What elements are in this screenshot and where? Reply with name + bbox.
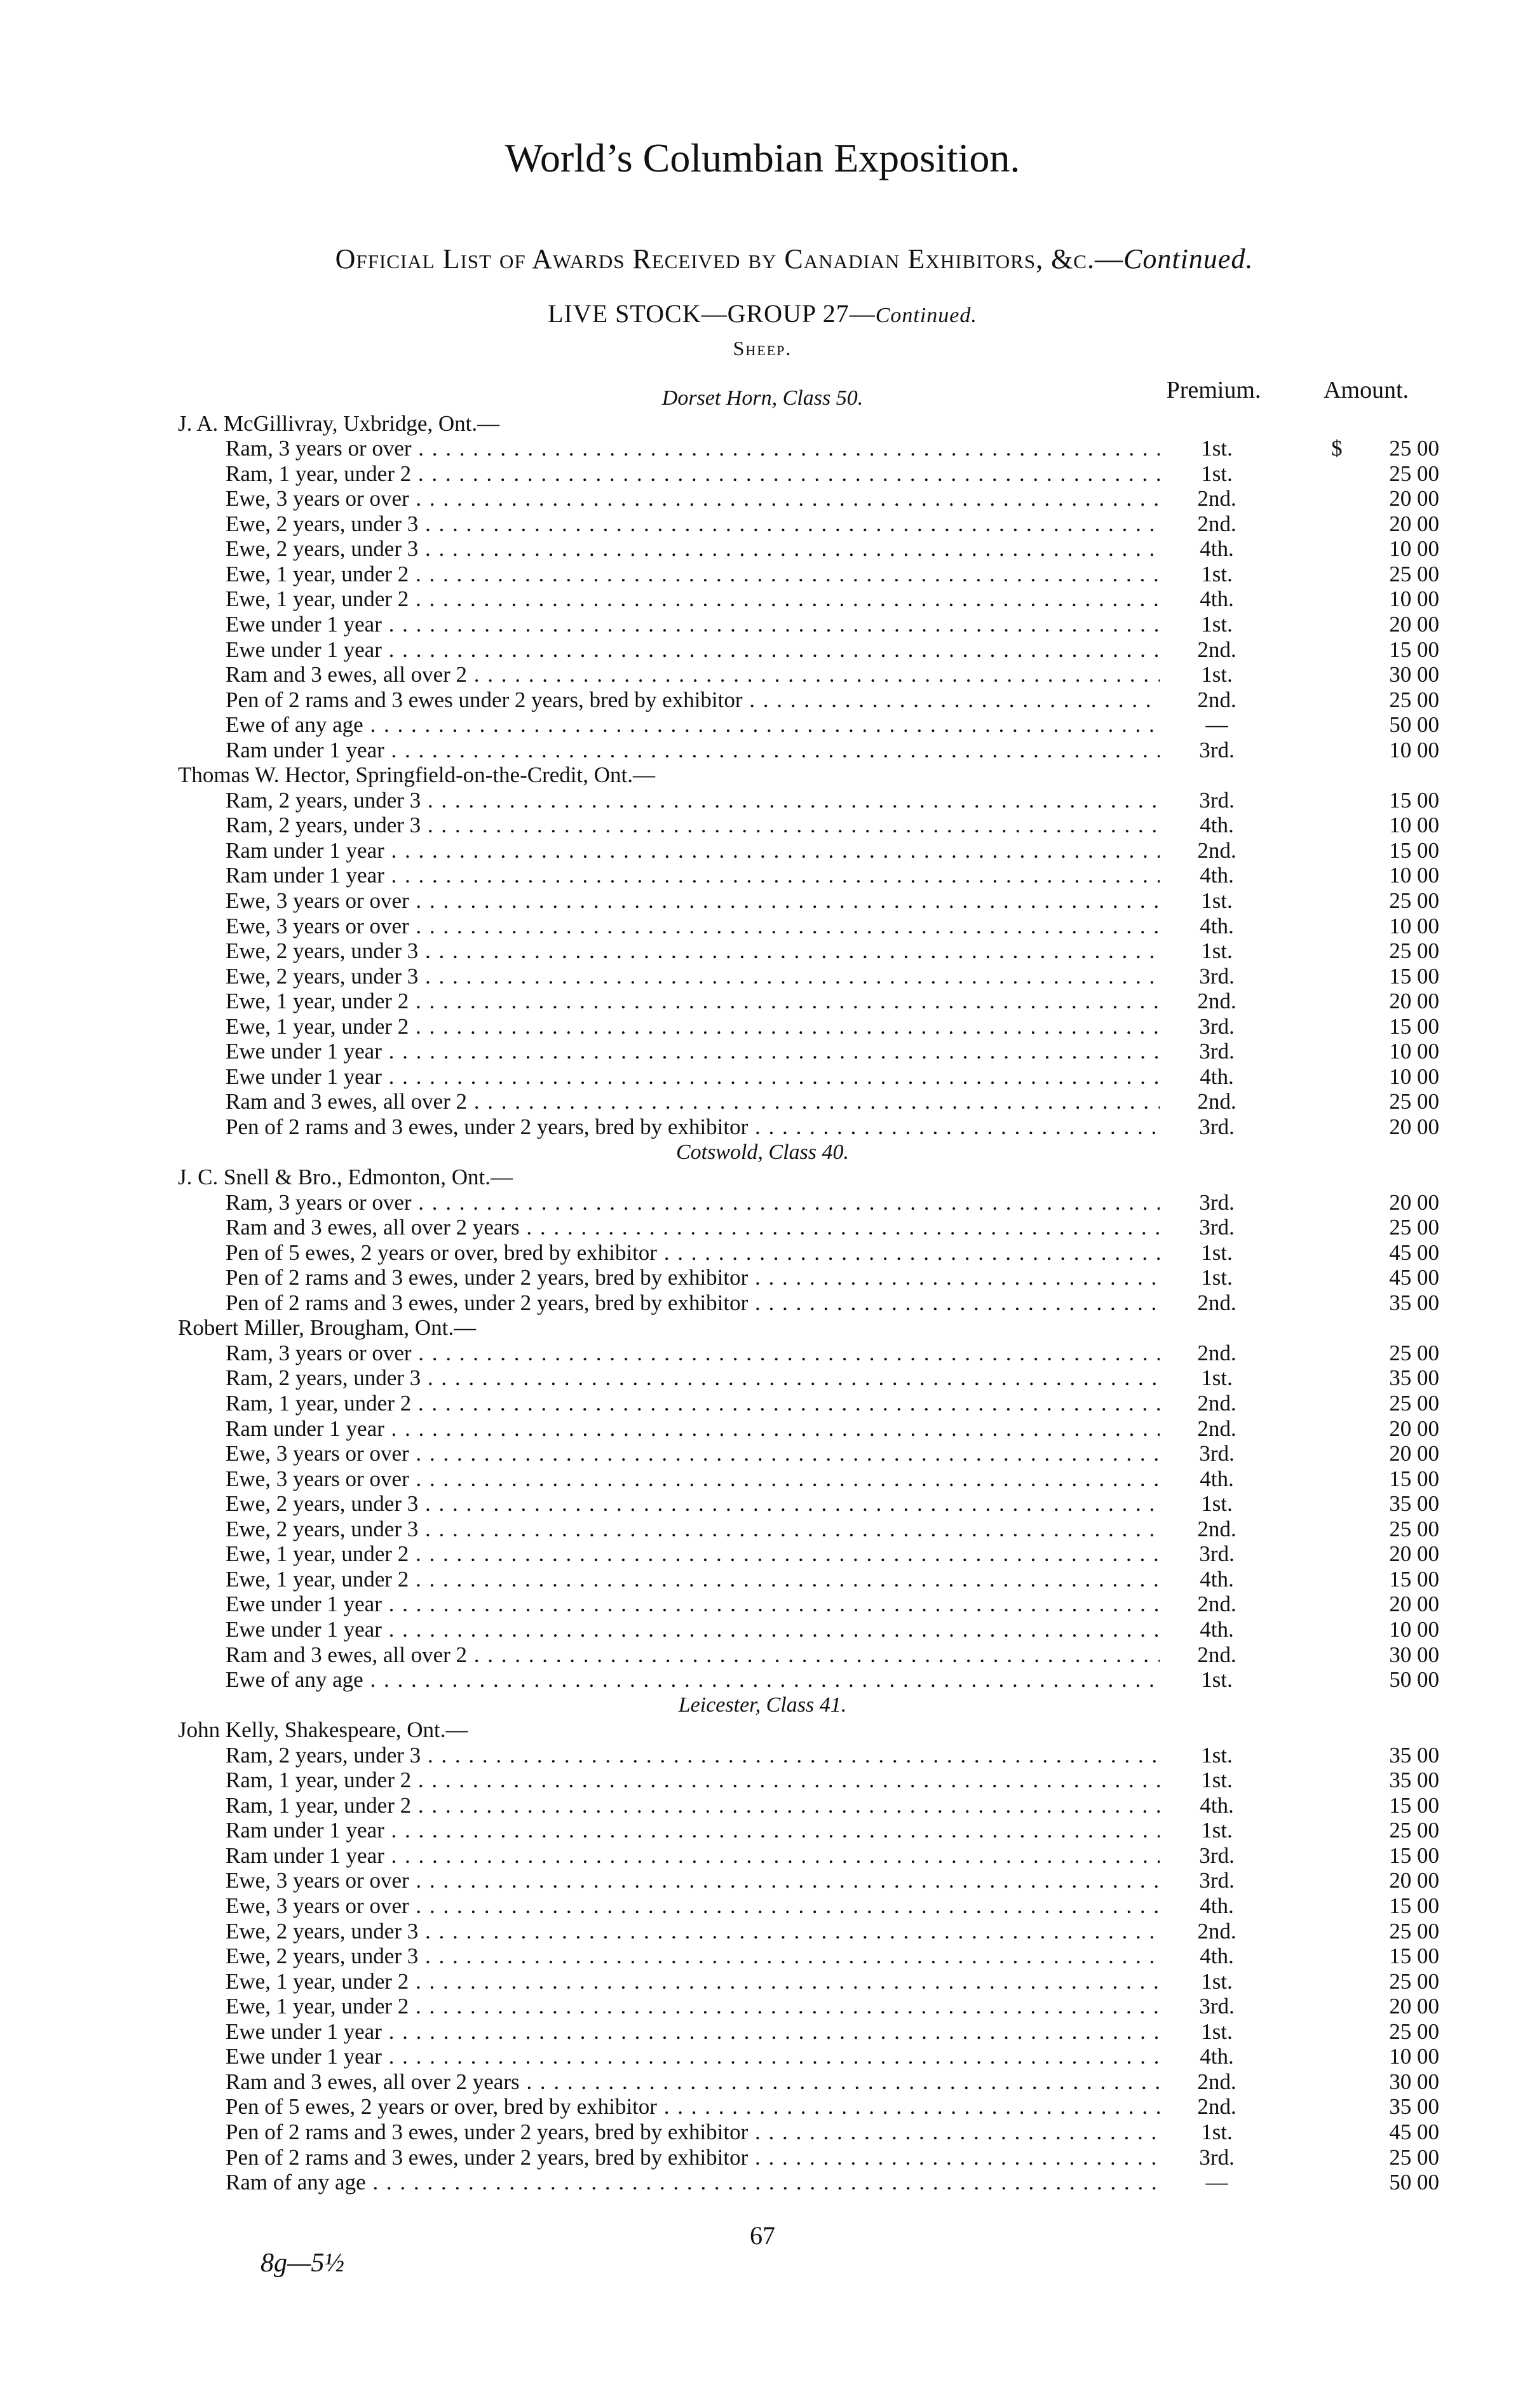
premium-value: 1st. xyxy=(1201,612,1233,637)
amount-value: 50 00 xyxy=(1389,1667,1439,1693)
premium-value: 1st. xyxy=(1201,1265,1233,1290)
class-title: Dorset Horn, Class 50. xyxy=(661,386,864,410)
amount-value: 25 00 xyxy=(1389,888,1439,913)
award-description: Ewe under 1 year . . . xyxy=(226,2019,1160,2045)
page-number: 67 xyxy=(750,2221,775,2250)
premium-value: 2nd. xyxy=(1197,1592,1237,1617)
premium-value: 3rd. xyxy=(1199,963,1235,989)
exhibitor-heading xyxy=(0,1165,1525,1190)
amount-value: 20 00 xyxy=(1389,486,1439,511)
award-row xyxy=(0,1064,1525,1090)
amount-value: 25 00 xyxy=(1389,1215,1439,1240)
award-description: Pen of 2 rams and 3 ewes, under 2 years, bred by exhibitor . . . xyxy=(226,1114,1160,1140)
amount-value: 20 00 xyxy=(1389,1592,1439,1617)
amount-value: 15 00 xyxy=(1389,787,1439,813)
signature-mark: 8g—5½ xyxy=(261,2249,344,2278)
award-row xyxy=(0,1617,1525,1642)
premium-value: 2nd. xyxy=(1197,1290,1237,1315)
amount-value: 15 00 xyxy=(1389,1843,1439,1868)
award-description: Ewe, 2 years, under 3 . . . xyxy=(226,511,1160,537)
award-description: Ewe under 1 year . . . xyxy=(226,637,1160,663)
amount-value: 35 00 xyxy=(1389,1742,1439,1768)
award-description: Ram, 2 years, under 3 . . . xyxy=(226,1365,1160,1391)
amount-value: 25 00 xyxy=(1389,687,1439,712)
award-row xyxy=(0,1416,1525,1442)
award-row xyxy=(0,1994,1525,2019)
amount-value: 10 00 xyxy=(1389,863,1439,888)
premium-value: 1st. xyxy=(1201,461,1233,486)
premium-value: 2nd. xyxy=(1197,1516,1237,1541)
amount-column-header: Amount. xyxy=(1323,377,1409,403)
award-row xyxy=(0,1365,1525,1391)
premium-value: 2nd. xyxy=(1197,1340,1237,1365)
award-description: Ram, 1 year, under 2 . . . xyxy=(226,1768,1160,1793)
award-row xyxy=(0,1517,1525,1542)
amount-value: 20 00 xyxy=(1389,1868,1439,1893)
amount-value: 25 00 xyxy=(1389,436,1439,461)
award-description: Ram, 3 years or over . . . xyxy=(226,1190,1160,1215)
award-description: Ram under 1 year . . . xyxy=(226,863,1160,888)
award-row xyxy=(0,2145,1525,2170)
premium-value: 1st. xyxy=(1201,888,1233,913)
award-description: Ewe under 1 year . . . xyxy=(226,612,1160,637)
premium-value: — xyxy=(1205,2170,1228,2195)
award-description: Ewe, 1 year, under 2 . . . xyxy=(226,989,1160,1014)
amount-value: 50 00 xyxy=(1389,712,1439,738)
premium-value: 3rd. xyxy=(1199,1441,1235,1466)
subtitle-text: Official List of Awards Received by Canadian Exhibitors, &c.— xyxy=(335,243,1123,274)
award-row xyxy=(0,1240,1525,1266)
premium-value: 2nd. xyxy=(1197,1089,1237,1114)
premium-column-header: Premium. xyxy=(1166,377,1261,403)
award-row xyxy=(0,938,1525,964)
premium-value: 1st. xyxy=(1201,436,1233,461)
premium-value: 1st. xyxy=(1201,662,1233,687)
premium-value: 4th. xyxy=(1200,586,1234,612)
award-description: Ram, 1 year, under 2 . . . xyxy=(226,461,1160,487)
amount-value: 35 00 xyxy=(1389,1290,1439,1315)
award-description: Ram, 3 years or over . . . xyxy=(226,1341,1160,1366)
award-description: Ewe, 2 years, under 3 . . . xyxy=(226,1517,1160,1542)
amount-value: 45 00 xyxy=(1389,2119,1439,2144)
amount-value: 25 00 xyxy=(1389,461,1439,486)
award-description: Ram and 3 ewes, all over 2 . . . xyxy=(226,1642,1160,1668)
amount-value: 25 00 xyxy=(1389,938,1439,964)
premium-value: 3rd. xyxy=(1199,2144,1235,2170)
premium-value: 3rd. xyxy=(1199,1868,1235,1893)
amount-value: 25 00 xyxy=(1389,1968,1439,1994)
premium-value: 1st. xyxy=(1201,1968,1233,1994)
premium-value: 1st. xyxy=(1201,561,1233,586)
award-description: Ewe, 1 year, under 2 . . . xyxy=(226,1969,1160,1994)
award-row xyxy=(0,1190,1525,1215)
award-row xyxy=(0,1944,1525,1969)
award-row xyxy=(0,2019,1525,2045)
award-row xyxy=(0,1868,1525,1893)
amount-value: 30 00 xyxy=(1389,662,1439,687)
award-description: Ewe, 2 years, under 3 . . . xyxy=(226,536,1160,562)
amount-value: 25 00 xyxy=(1389,2019,1439,2044)
award-description: Ram under 1 year . . . xyxy=(226,1416,1160,1442)
premium-value: 2nd. xyxy=(1197,511,1237,536)
award-description: Pen of 5 ewes, 2 years or over, bred by exhibitor . . . xyxy=(226,1240,1160,1266)
award-row xyxy=(0,1089,1525,1114)
class-heading xyxy=(0,386,1525,411)
award-row xyxy=(0,436,1525,461)
amount-value: 20 00 xyxy=(1389,1114,1439,1139)
award-description: Ewe, 3 years or over . . . xyxy=(226,888,1160,914)
premium-value: 2nd. xyxy=(1197,989,1237,1014)
award-description: Ewe, 2 years, under 3 . . . xyxy=(226,1944,1160,1969)
premium-value: 2nd. xyxy=(1197,2069,1237,2094)
award-row xyxy=(0,536,1525,562)
award-row xyxy=(0,712,1525,738)
species-heading: Sheep. xyxy=(733,337,792,360)
award-row xyxy=(0,1391,1525,1416)
premium-value: 1st. xyxy=(1201,2119,1233,2144)
award-description: Ram, 2 years, under 3 . . . xyxy=(226,1743,1160,1768)
exhibitor-name: Robert Miller, Brougham, Ont.— xyxy=(178,1315,477,1341)
premium-value: 3rd. xyxy=(1199,1541,1235,1567)
amount-value: 10 00 xyxy=(1389,737,1439,762)
award-description: Ewe, 1 year, under 2 . . . xyxy=(226,1994,1160,2019)
amount-value: 15 00 xyxy=(1389,1792,1439,1818)
amount-value: 25 00 xyxy=(1389,561,1439,586)
amount-value: 25 00 xyxy=(1389,1340,1439,1365)
award-row xyxy=(0,888,1525,914)
award-row xyxy=(0,612,1525,637)
award-description: Pen of 5 ewes, 2 years or over, bred by exhibitor . . . xyxy=(226,2094,1160,2120)
group-text: LIVE STOCK—GROUP 27— xyxy=(548,299,876,328)
award-description: Ewe, 2 years, under 3 . . . xyxy=(226,1919,1160,1944)
award-row xyxy=(0,586,1525,612)
award-row xyxy=(0,738,1525,763)
award-row xyxy=(0,2069,1525,2095)
award-description: Ewe, 1 year, under 2 . . . xyxy=(226,1567,1160,1592)
exhibitor-name: Thomas W. Hector, Springfield-on-the-Credit, Ont.— xyxy=(178,762,655,788)
premium-value: 4th. xyxy=(1200,2044,1234,2069)
premium-value: — xyxy=(1205,712,1228,738)
amount-value: 25 00 xyxy=(1389,1918,1439,1944)
amount-value: 15 00 xyxy=(1389,1944,1439,1969)
premium-value: 3rd. xyxy=(1199,1189,1235,1215)
amount-value: 10 00 xyxy=(1389,1616,1439,1642)
premium-value: 4th. xyxy=(1200,1944,1234,1969)
amount-value: 15 00 xyxy=(1389,837,1439,863)
premium-value: 4th. xyxy=(1200,1893,1234,1918)
premium-value: 4th. xyxy=(1200,1064,1234,1089)
award-description: Pen of 2 rams and 3 ewes under 2 years, bred by exhibitor . . . xyxy=(226,687,1160,713)
award-description: Ewe, 3 years or over . . . xyxy=(226,1466,1160,1492)
award-row xyxy=(0,687,1525,713)
class-title: Cotswold, Class 40. xyxy=(675,1140,850,1164)
class-title: Leicester, Class 41. xyxy=(678,1693,847,1717)
premium-value: 2nd. xyxy=(1197,2094,1237,2120)
award-row xyxy=(0,1541,1525,1567)
award-description: Pen of 2 rams and 3 ewes, under 2 years, bred by exhibitor . . . xyxy=(226,1265,1160,1290)
award-description: Ram, 2 years, under 3 . . . xyxy=(226,813,1160,838)
amount-value: 20 00 xyxy=(1389,989,1439,1014)
award-description: Ewe under 1 year . . . xyxy=(226,2044,1160,2069)
award-description: Ewe under 1 year . . . xyxy=(226,1064,1160,1090)
premium-value: 4th. xyxy=(1200,863,1234,888)
premium-value: 3rd. xyxy=(1199,1013,1235,1039)
award-row xyxy=(0,989,1525,1014)
award-row xyxy=(0,562,1525,587)
class-heading xyxy=(0,1140,1525,1165)
exhibitor-heading xyxy=(0,1717,1525,1743)
currency-symbol: $ xyxy=(1331,436,1343,461)
award-row xyxy=(0,1039,1525,1064)
premium-value: 3rd. xyxy=(1199,1994,1235,2019)
amount-value: 15 00 xyxy=(1389,1893,1439,1918)
amount-value: 45 00 xyxy=(1389,1240,1439,1265)
amount-value: 25 00 xyxy=(1389,1818,1439,1843)
subtitle-continued: Continued. xyxy=(1123,243,1254,274)
award-row xyxy=(0,486,1525,511)
award-description: Ewe, 2 years, under 3 . . . xyxy=(226,1491,1160,1517)
award-row xyxy=(0,1818,1525,1843)
class-heading xyxy=(0,1693,1525,1718)
award-row xyxy=(0,1114,1525,1140)
award-description: Ewe under 1 year . . . xyxy=(226,1592,1160,1617)
exhibitor-heading xyxy=(0,411,1525,436)
premium-value: 4th. xyxy=(1200,913,1234,938)
exhibitor-name: J. C. Snell & Bro., Edmonton, Ont.— xyxy=(178,1165,513,1189)
award-description: Ewe, 1 year, under 2 . . . xyxy=(226,1014,1160,1039)
award-description: Ewe of any age . . . xyxy=(226,1667,1160,1693)
award-row xyxy=(0,1969,1525,1994)
award-description: Ram under 1 year . . . xyxy=(226,1818,1160,1843)
award-description: Ewe under 1 year . . . xyxy=(226,1039,1160,1064)
exhibitor-heading xyxy=(0,762,1525,788)
award-row xyxy=(0,2170,1525,2195)
premium-value: 4th. xyxy=(1200,813,1234,838)
award-row xyxy=(0,863,1525,888)
award-row xyxy=(0,511,1525,537)
premium-value: 1st. xyxy=(1201,2019,1233,2044)
amount-value: 15 00 xyxy=(1389,1566,1439,1592)
premium-value: 2nd. xyxy=(1197,687,1237,712)
premium-value: 3rd. xyxy=(1199,1039,1235,1064)
premium-value: 4th. xyxy=(1200,1566,1234,1592)
premium-value: 2nd. xyxy=(1197,1918,1237,1944)
amount-value: 35 00 xyxy=(1389,1768,1439,1793)
award-description: Ram, 1 year, under 2 . . . xyxy=(226,1793,1160,1818)
premium-value: 3rd. xyxy=(1199,1215,1235,1240)
amount-value: 25 00 xyxy=(1389,1516,1439,1541)
award-row xyxy=(0,788,1525,813)
award-row xyxy=(0,1491,1525,1517)
amount-value: 20 00 xyxy=(1389,612,1439,637)
amount-value: 20 00 xyxy=(1389,1416,1439,1441)
amount-value: 20 00 xyxy=(1389,1994,1439,2019)
premium-value: 1st. xyxy=(1201,1818,1233,1843)
award-description: Ram under 1 year . . . xyxy=(226,838,1160,863)
award-row xyxy=(0,1592,1525,1617)
amount-value: 15 00 xyxy=(1389,963,1439,989)
premium-value: 1st. xyxy=(1201,1768,1233,1793)
award-description: Ewe, 3 years or over . . . xyxy=(226,914,1160,939)
award-row xyxy=(0,1014,1525,1039)
award-row xyxy=(0,2094,1525,2120)
award-row xyxy=(0,1642,1525,1668)
award-description: Pen of 2 rams and 3 ewes, under 2 years, bred by exhibitor . . . xyxy=(226,1290,1160,1316)
premium-value: 2nd. xyxy=(1197,637,1237,662)
award-row xyxy=(0,813,1525,838)
amount-value: 25 00 xyxy=(1389,1089,1439,1114)
amount-value: 20 00 xyxy=(1389,1541,1439,1567)
award-row xyxy=(0,461,1525,487)
premium-value: 2nd. xyxy=(1197,837,1237,863)
award-row xyxy=(0,662,1525,687)
award-row xyxy=(0,1341,1525,1366)
award-description: Ewe, 1 year, under 2 . . . xyxy=(226,562,1160,587)
award-description: Ram under 1 year . . . xyxy=(226,738,1160,763)
amount-value: 20 00 xyxy=(1389,1441,1439,1466)
premium-value: 1st. xyxy=(1201,1240,1233,1265)
premium-value: 3rd. xyxy=(1199,787,1235,813)
premium-value: 1st. xyxy=(1201,1365,1233,1391)
amount-value: 10 00 xyxy=(1389,1064,1439,1089)
award-row xyxy=(0,964,1525,989)
amount-value: 35 00 xyxy=(1389,1491,1439,1517)
premium-value: 3rd. xyxy=(1199,1114,1235,1139)
award-row xyxy=(0,637,1525,663)
group-continued: Continued. xyxy=(875,304,977,327)
amount-value: 35 00 xyxy=(1389,1365,1439,1391)
award-description: Pen of 2 rams and 3 ewes, under 2 years, bred by exhibitor . . . xyxy=(226,2145,1160,2170)
award-row xyxy=(0,1265,1525,1290)
award-description: Ram and 3 ewes, all over 2 . . . xyxy=(226,1089,1160,1114)
amount-value: 10 00 xyxy=(1389,813,1439,838)
award-description: Pen of 2 rams and 3 ewes, under 2 years, bred by exhibitor . . . xyxy=(226,2120,1160,2145)
premium-value: 3rd. xyxy=(1199,737,1235,762)
amount-value: 45 00 xyxy=(1389,1265,1439,1290)
premium-value: 3rd. xyxy=(1199,1843,1235,1868)
award-description: Ram, 2 years, under 3 . . . xyxy=(226,788,1160,813)
premium-value: 2nd. xyxy=(1197,1642,1237,1667)
award-description: Ewe, 1 year, under 2 . . . xyxy=(226,586,1160,612)
premium-value: 2nd. xyxy=(1197,1416,1237,1441)
premium-value: 1st. xyxy=(1201,1491,1233,1517)
amount-value: 15 00 xyxy=(1389,1466,1439,1491)
award-row xyxy=(0,1667,1525,1693)
award-row xyxy=(0,2120,1525,2145)
award-description: Ram, 1 year, under 2 . . . xyxy=(226,1391,1160,1416)
amount-value: 20 00 xyxy=(1389,511,1439,536)
amount-value: 20 00 xyxy=(1389,1189,1439,1215)
premium-value: 1st. xyxy=(1201,938,1233,964)
award-description: Ewe, 3 years or over . . . xyxy=(226,486,1160,511)
award-description: Ram under 1 year . . . xyxy=(226,1843,1160,1869)
amount-value: 30 00 xyxy=(1389,2069,1439,2094)
amount-value: 25 00 xyxy=(1389,2144,1439,2170)
exhibitor-name: John Kelly, Shakespeare, Ont.— xyxy=(178,1717,468,1743)
award-description: Ewe, 1 year, under 2 . . . xyxy=(226,1541,1160,1567)
award-description: Ewe under 1 year . . . xyxy=(226,1617,1160,1642)
amount-value: 30 00 xyxy=(1389,1642,1439,1667)
award-row xyxy=(0,1843,1525,1869)
amount-value: 10 00 xyxy=(1389,2044,1439,2069)
award-row xyxy=(0,914,1525,939)
award-row xyxy=(0,1893,1525,1919)
award-description: Ewe, 2 years, under 3 . . . xyxy=(226,938,1160,964)
premium-value: 4th. xyxy=(1200,536,1234,562)
amount-value: 35 00 xyxy=(1389,2094,1439,2120)
amount-value: 25 00 xyxy=(1389,1391,1439,1416)
award-row xyxy=(0,1919,1525,1944)
award-row xyxy=(0,1768,1525,1793)
award-row xyxy=(0,1290,1525,1316)
page-title: World’s Columbian Exposition. xyxy=(505,135,1020,180)
award-row xyxy=(0,838,1525,863)
amount-value: 15 00 xyxy=(1389,637,1439,662)
premium-value: 1st. xyxy=(1201,1667,1233,1693)
award-row xyxy=(0,1567,1525,1592)
amount-value: 50 00 xyxy=(1389,2170,1439,2195)
premium-value: 4th. xyxy=(1200,1616,1234,1642)
award-description: Ram and 3 ewes, all over 2 years . . . xyxy=(226,2069,1160,2095)
award-description: Ram and 3 ewes, all over 2 years . . . xyxy=(226,1215,1160,1240)
premium-value: 2nd. xyxy=(1197,486,1237,511)
amount-value: 10 00 xyxy=(1389,1039,1439,1064)
award-description: Ewe, 3 years or over . . . xyxy=(226,1441,1160,1466)
award-row xyxy=(0,1743,1525,1768)
award-description: Ram of any age . . . xyxy=(226,2170,1160,2195)
premium-value: 4th. xyxy=(1200,1792,1234,1818)
award-description: Ewe, 3 years or over . . . xyxy=(226,1893,1160,1919)
amount-value: 10 00 xyxy=(1389,536,1439,562)
award-row xyxy=(0,1793,1525,1818)
amount-value: 10 00 xyxy=(1389,913,1439,938)
award-row xyxy=(0,1215,1525,1240)
award-row xyxy=(0,1466,1525,1492)
premium-value: 1st. xyxy=(1201,1742,1233,1768)
premium-value: 4th. xyxy=(1200,1466,1234,1491)
award-description: Ewe, 3 years or over . . . xyxy=(226,1868,1160,1893)
award-description: Ewe of any age . . . xyxy=(226,712,1160,738)
exhibitor-heading xyxy=(0,1315,1525,1341)
award-row xyxy=(0,1441,1525,1466)
exhibitor-name: J. A. McGillivray, Uxbridge, Ont.— xyxy=(178,410,500,436)
amount-value: 15 00 xyxy=(1389,1013,1439,1039)
award-row xyxy=(0,2044,1525,2069)
award-description: Ewe, 2 years, under 3 . . . xyxy=(226,964,1160,989)
award-description: Ram, 3 years or over . . . xyxy=(226,436,1160,461)
award-description: Ram and 3 ewes, all over 2 . . . xyxy=(226,662,1160,687)
premium-value: 2nd. xyxy=(1197,1391,1237,1416)
amount-value: 10 00 xyxy=(1389,586,1439,612)
